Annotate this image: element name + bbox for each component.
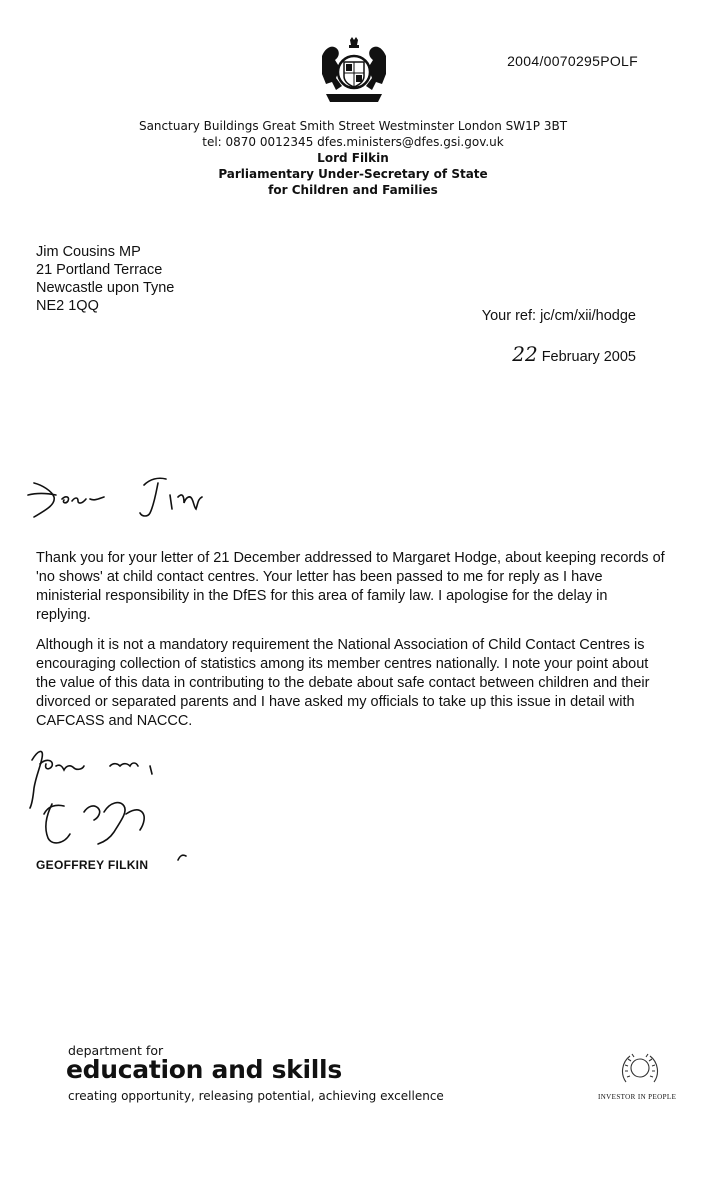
footer-tagline: creating opportunity, releasing potential, achieving excellence (68, 1089, 444, 1103)
date-day-handwritten: 22 (512, 342, 538, 366)
letter-paragraph-1: Thank you for your letter of 21 December addressed to Margaret Hodge, about keeping records of 'no shows' at child contact centres. Your letter has been passed to me for reply as I have ministerial responsibility in the DfES for this area of family law. I apologise for the delay in replying. (36, 550, 665, 623)
your-reference: Your ref: jc/cm/xii/hodge (481, 308, 636, 324)
letter-date (512, 342, 636, 366)
letterhead-contact: tel: 0870 0012345 dfes.ministers@dfes.gsi.gov.uk (202, 135, 504, 149)
recipient-postcode: NE2 1QQ (36, 298, 99, 314)
royal-crest-logo (316, 36, 392, 106)
reference-number: 2004/0070295POLF (507, 53, 638, 69)
letterhead-title-line1: Parliamentary Under-Secretary of State (218, 167, 488, 181)
handwritten-closing-signature (28, 742, 238, 862)
recipient-address (36, 243, 174, 315)
letter-paragraph-2: Although it is not a mandatory requirement the National Association of Child Contact Centres is encouraging collection of statistics among its member centres nationally. I note your point about the value of this data in contributing to the debate about safe contact between children and their divorced or separated parents and I have asked my officials to take up this issue in detail with CAFCASS and NACCC. (36, 637, 650, 729)
recipient-name: Jim Cousins MP (36, 244, 141, 260)
recipient-street: 21 Portland Terrace (36, 262, 163, 278)
investor-in-people-text: INVESTOR IN PEOPLE (598, 1093, 677, 1101)
letterhead-title-line2: for Children and Families (268, 183, 438, 197)
handwritten-salutation (20, 465, 250, 525)
investor-in-people-logo (616, 1048, 664, 1088)
letterhead-name: Lord Filkin (317, 151, 389, 165)
letterhead (0, 118, 706, 198)
footer-dept-small: department for (68, 1043, 164, 1058)
footer-dept-name: education and skills (66, 1055, 342, 1084)
date-month-year: February 2005 (541, 349, 636, 365)
signature-name: GEOFFREY FILKIN (36, 858, 149, 872)
recipient-city: Newcastle upon Tyne (36, 280, 175, 296)
letterhead-address: Sanctuary Buildings Great Smith Street Westminster London SW1P 3BT (138, 119, 568, 133)
